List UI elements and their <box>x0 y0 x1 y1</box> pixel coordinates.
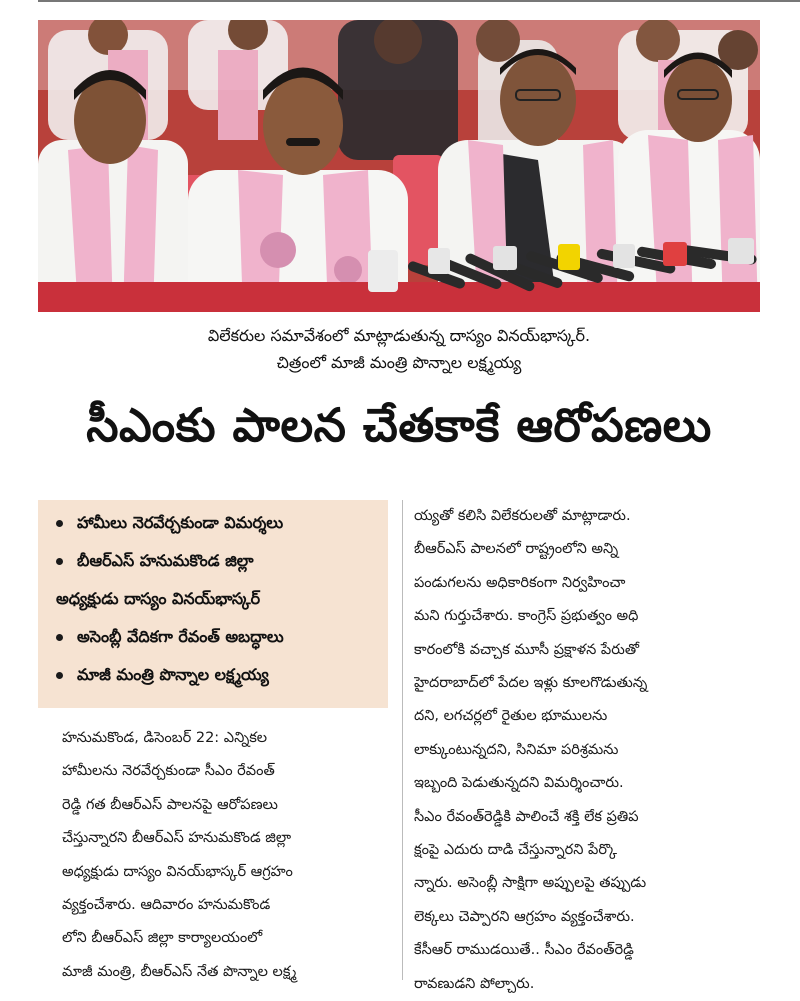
article-line: కేసీఆర్ రాముడయితే.. సీఎం రేవంత్‌రెడ్డి <box>414 942 634 959</box>
article-line: ఇబ్బంది పెడుతున్నదని విమర్శించారు. <box>414 775 624 792</box>
highlight-text: హామీలు నెరవేర్చకుండా విమర్శలు <box>77 513 284 532</box>
bullet-icon <box>56 558 63 565</box>
article-line: బీఆర్‌ఎస్ పాలనలో రాష్ట్రంలోని అన్ని <box>414 541 619 558</box>
article-line: పండుగలను అధికారికంగా నిర్వహించా <box>414 574 626 591</box>
article-line: మాజీ మంత్రి, బీఆర్‌ఎస్ నేత పొన్నాల లక్ష్మ <box>62 963 297 980</box>
press-conference-photo <box>38 20 760 312</box>
article-line: వ్యక్తంచేశారు. ఆదివారం హనుమకొండ <box>62 897 271 914</box>
article-line: దని, లగచర్లలో రైతుల భూములను <box>414 708 608 725</box>
highlights-box <box>38 500 388 708</box>
highlight-item <box>56 542 380 580</box>
headline: సీఎంకు పాలన చేతకాకే ఆరోపణలు <box>86 398 712 452</box>
article-line: రెడ్డి గత బీఆర్‌ఎస్ పాలనపై ఆరోపణలు <box>62 796 278 813</box>
top-rule <box>38 0 800 10</box>
article-line: లాక్కుంటున్నదని, సినిమా పరిశ్రమను <box>414 741 619 758</box>
highlight-text: బీఆర్‌ఎస్ హనుమకొండ జిల్లా <box>77 551 254 570</box>
photo-caption <box>38 322 760 376</box>
article-line: న్నారు. అసెంబ్లీ సాక్షిగా అప్పులపై తప్పుడు <box>414 875 647 892</box>
column-divider <box>402 500 403 980</box>
highlight-item <box>56 656 380 694</box>
article-left-column <box>62 722 390 989</box>
highlight-item <box>56 504 380 542</box>
article-line: మని గుర్తుచేశారు. కాంగ్రెస్ ప్రభుత్వం అధి <box>414 608 639 625</box>
article-line: క్షంపై ఎదురు దాడి చేస్తున్నారని పేర్కొ <box>414 842 617 859</box>
article-right-column <box>414 500 766 1001</box>
caption-line: చిత్రంలో మాజీ మంత్రి పొన్నాల లక్ష్మయ్య <box>276 353 522 372</box>
article-line: హైదరాబాద్‌లో పేదల ఇళ్లు కూలగొడుతున్న <box>414 675 648 692</box>
article-line: హనుమకొండ, డిసెంబర్ 22: ఎన్నికల <box>62 730 268 746</box>
article-line: కారంలోకి వచ్చాక మూసీ ప్రక్షాళన పేరుతో <box>414 641 639 658</box>
caption-line: విలేకరుల సమావేశంలో మాట్లాడుతున్న దాస్యం వినయ్‌భాస్కర్. <box>207 326 591 345</box>
highlight-continuation: అధ్యక్షుడు దాస్యం వినయ్‌భాస్కర్ <box>56 589 261 608</box>
table <box>38 282 760 312</box>
article-line: సీఎం రేవంత్‌రెడ్డికి పాలించే శక్తి లేక ప్రతిప <box>414 808 639 825</box>
highlight-item <box>56 618 380 656</box>
highlight-text: మాజీ మంత్రి పొన్నాల లక్ష్మయ్య <box>77 665 269 684</box>
article-line: చేస్తున్నారని బీఆర్‌ఎస్ హనుమకొండ జిల్లా <box>62 830 292 847</box>
bullet-icon <box>56 672 63 679</box>
bullet-icon <box>56 520 63 527</box>
article-line: హామీలను నెరవేర్చకుండా సీఎం రేవంత్ <box>62 763 275 780</box>
photo-illustration <box>38 20 760 312</box>
article-line: రావణుడని పోల్చారు. <box>414 975 535 992</box>
article-line: లోని బీఆర్‌ఎస్ జిల్లా కార్యాలయంలో <box>62 930 263 947</box>
article-line: అధ్యక్షుడు దాస్యం వినయ్‌భాస్కర్ ఆగ్రహం <box>62 863 293 880</box>
article-line: య్యతో కలిసి విలేకరులతో మాట్లాడారు. <box>414 508 631 524</box>
highlight-text: అసెంబ్లీ వేదికగా రేవంత్ అబద్ధాలు <box>77 627 284 646</box>
article-line: లెక్కలు చెప్పారని ఆగ్రహం వ్యక్తంచేశారు. <box>414 908 635 925</box>
bullet-icon <box>56 634 63 641</box>
